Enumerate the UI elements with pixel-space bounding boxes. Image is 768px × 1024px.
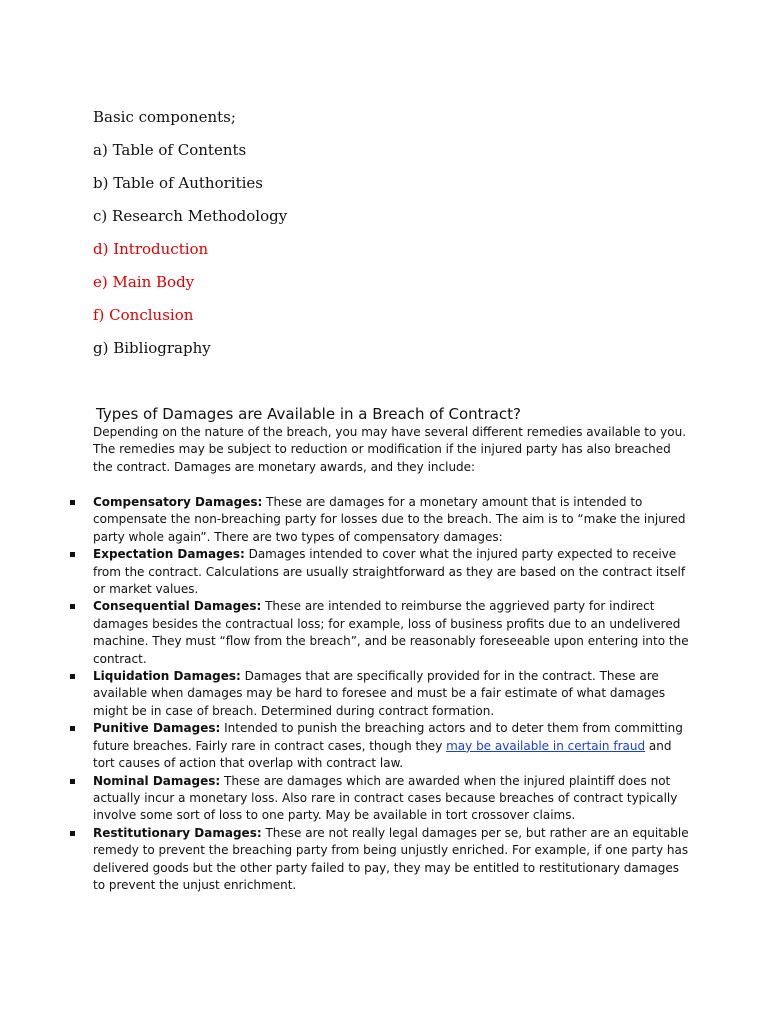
fraud-link[interactable]: may be available in certain fraud (446, 738, 646, 753)
square-bullet-icon (70, 500, 75, 505)
damage-term: Liquidation Damages: (93, 669, 241, 684)
square-bullet-icon (70, 779, 75, 784)
components-heading: Basic components; (93, 108, 236, 126)
component-main-body: e) Main Body (93, 273, 195, 291)
damage-description: Intended to punish the breaching actors and to deter them from committing future breaches. Fairly rare in contract cases, though they (93, 721, 683, 753)
damage-description: These are damages which are awarded when the injured plaintiff does not actually incur a monetary loss. Also rare in contract cases because breaches of contract typically involve some sort of loss to one party. May be available in tort crossover claims. (93, 773, 678, 823)
damages-list (93, 494, 693, 894)
damage-description: These are damages for a monetary amount that is intended to compensate the non-breaching party for losses due to the breach. The aim is to “make the injured party whole again”. There are two types of compensatory damages: (93, 495, 686, 544)
square-bullet-icon (70, 674, 75, 679)
damage-description: Damages intended to cover what the injured party expected to receive from the contract. Calculations are usually straightforward as they are based on the contract itself or market values. (93, 547, 686, 597)
square-bullet-icon (70, 726, 75, 731)
damage-description-continued: and tort causes of action that overlap with contract law. (93, 738, 672, 771)
damage-item-punitive (93, 720, 693, 772)
component-research-methodology: c) Research Methodology (93, 207, 288, 225)
damage-item-nominal (93, 773, 693, 825)
damage-description: Damages that are specifically provided for in the contract. These are available when damages may be hard to foresee and must be a fair estimate of what damages might be in case of breach. Determined during contract formation. (93, 669, 666, 718)
section-title: Types of Damages are Available in a Breach of Contract? (96, 405, 522, 423)
square-bullet-icon (70, 831, 75, 836)
component-table-of-contents: a) Table of Contents (93, 141, 247, 159)
damage-item-consequential (93, 598, 693, 668)
damage-term: Restitutionary Damages: (93, 825, 262, 840)
damage-item-restitutionary (93, 825, 693, 895)
damage-item-liquidation (93, 668, 693, 720)
damage-term: Compensatory Damages: (93, 495, 263, 509)
damage-term: Nominal Damages: (93, 773, 221, 788)
damage-term: Consequential Damages: (93, 599, 262, 614)
component-conclusion: f) Conclusion (93, 306, 194, 324)
damage-description: These are not really legal damages per se, but rather are an equitable remedy to prevent the breaching party from being unjustly enriched. For example, if one party has delivered goods but the other party failed to pay, they may be entitled to restitutionary damages to prevent the unjust enrichment. (93, 825, 689, 892)
component-introduction: d) Introduction (93, 240, 209, 258)
damage-term: Expectation Damages: (93, 547, 245, 562)
damage-term: Punitive Damages: (93, 721, 221, 736)
component-bibliography: g) Bibliography (93, 339, 211, 357)
damage-item-compensatory (93, 494, 693, 546)
damage-description: These are intended to reimburse the aggrieved party for indirect damages besides the contractual loss; for example, loss of business profits due to an undelivered machine. They must “flow from the breach”, and be reasonably foreseeable upon entering into the contract. (93, 599, 689, 666)
damage-item-expectation (93, 546, 693, 598)
square-bullet-icon (70, 604, 75, 609)
component-table-of-authorities: b) Table of Authorities (93, 174, 263, 192)
square-bullet-icon (70, 552, 75, 557)
section-intro: Depending on the nature of the breach, you may have several different remedies available to you. The remedies may be subject to reduction or modification if the injured party has also breached the contract. Damages are monetary awards, and they include: (93, 425, 687, 474)
